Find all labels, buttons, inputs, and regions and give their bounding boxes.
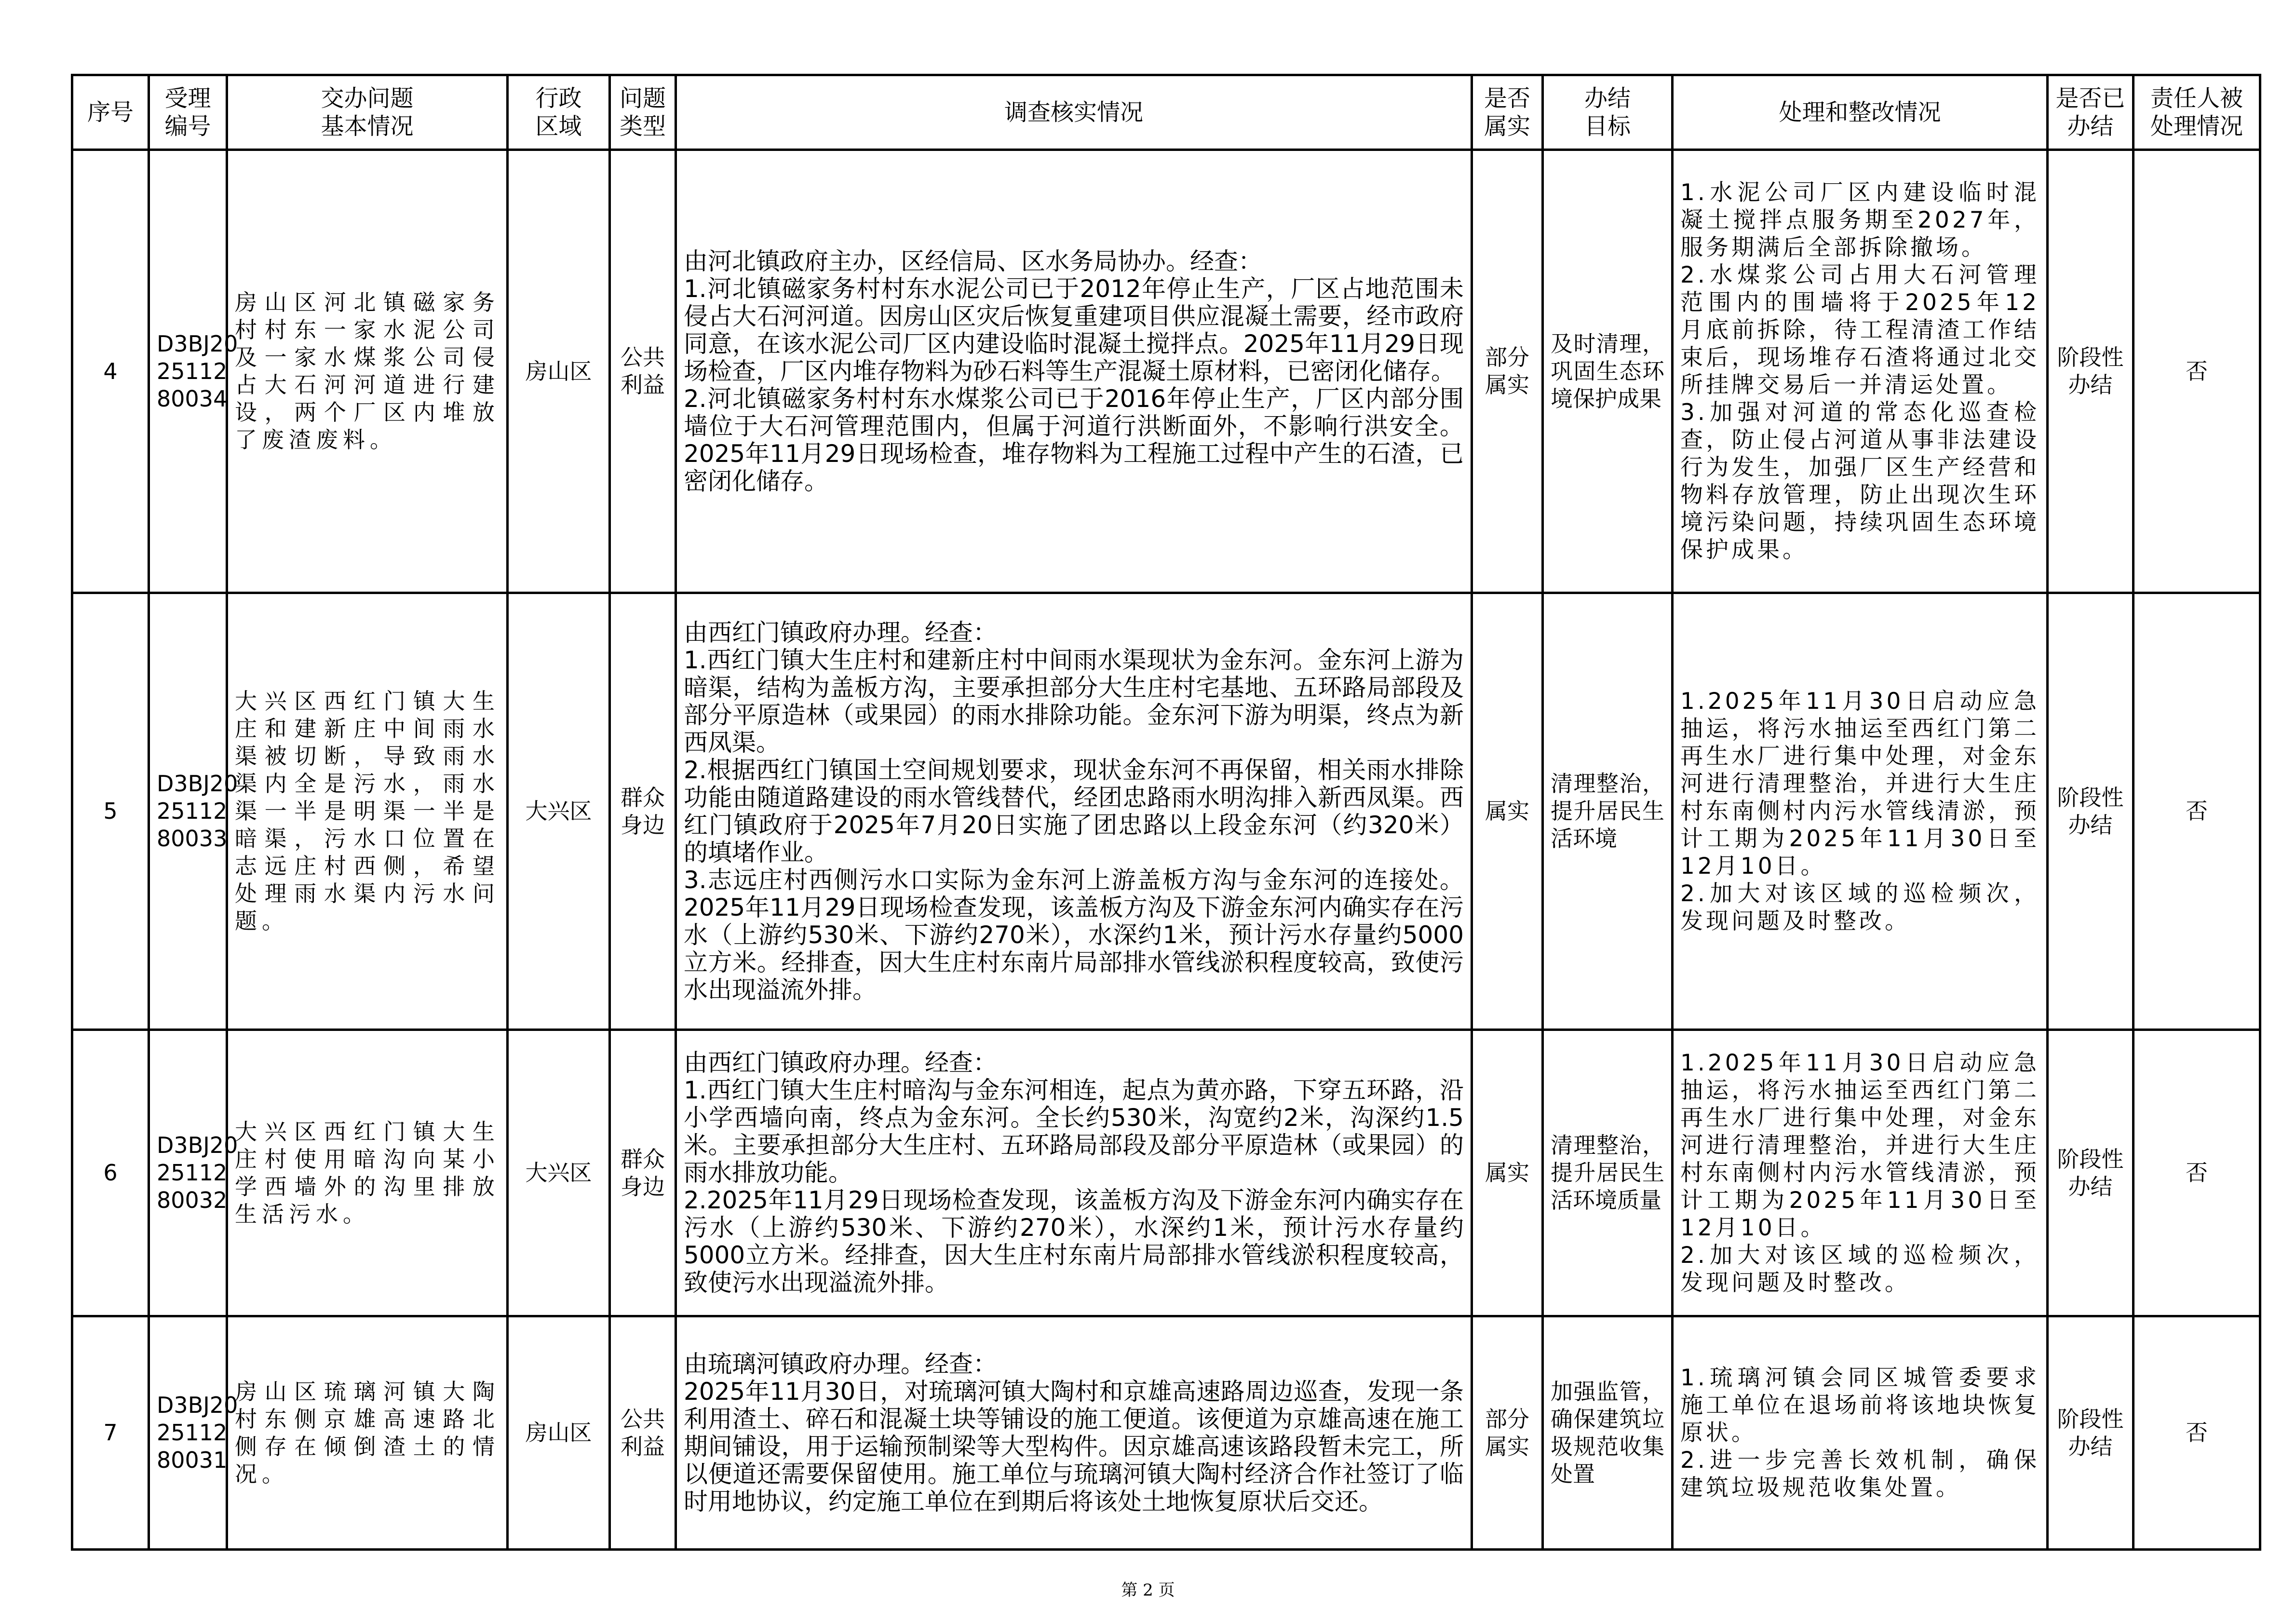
cell-no: 5 (72, 593, 149, 1030)
cell-type: 群众 身边 (610, 593, 676, 1030)
cell-no: 6 (72, 1030, 149, 1316)
cell-investigation: 由河北镇政府主办，区经信局、区水务局协办。经查： 1.河北镇磁家务村村东水泥公司已于2012年停止生产，厂区占地范围未侵占大石河河道。因房山区灾后恢复重建项目供应混凝土需要，经市政府同意，在该水泥公司厂区内建设临时混凝土搅拌点。2025年11月29日现场检查，厂区内堆存物料为砂石料等生产混凝土原材料，已密闭化储存。 2.河北镇磁家务村村东水煤浆公司已于2016年停止生产，厂区内部分围墙位于大石河管理范围内，但属于河道行洪断面外，不影响行洪安全。2025年11月29日现场检查，堆存物料为工程施工过程中产生的石渣，已密闭化储存。 (676, 150, 1472, 593)
header-punished: 责任人被 处理情况 (2134, 75, 2260, 150)
cell-punished: 否 (2134, 1030, 2260, 1316)
header-investigation: 调查核实情况 (676, 75, 1472, 150)
cell-id: D3BJ20 25112 80033 (149, 593, 227, 1030)
header-no: 序号 (72, 75, 149, 150)
header-verified: 是否 属实 (1472, 75, 1543, 150)
cell-goal: 清理整治，提升居民生活环境 (1543, 593, 1673, 1030)
header-handling: 处理和整改情况 (1673, 75, 2048, 150)
cell-district: 房山区 (508, 1316, 610, 1550)
cell-handling: 1.2025年11月30日启动应急抽运，将污水抽运至西红门第二再生水厂进行集中处理，对金东河进行清理整治，并进行大生庄村东南侧村内污水管线清淤，预计工期为2025年11月30日至12月10日。 2.加大对该区域的巡检频次，发现问题及时整改。 (1673, 593, 2048, 1030)
cell-verified: 部分 属实 (1472, 1316, 1543, 1550)
table-row (72, 593, 2260, 1030)
cell-district: 大兴区 (508, 1030, 610, 1316)
table-row (72, 1030, 2260, 1316)
cell-district: 房山区 (508, 150, 610, 593)
cell-investigation: 由琉璃河镇政府办理。经查： 2025年11月30日，对琉璃河镇大陶村和京雄高速路周边巡查，发现一条利用渣土、碎石和混凝土块等铺设的施工便道。该便道为京雄高速在施工期间铺设，用于运输预制梁等大型构件。因京雄高速该路段暂未完工，所以便道还需要保留使用。施工单位与琉璃河镇大陶村经济合作社签订了临时用地协议，约定施工单位在到期后将该处土地恢复原状后交还。 (676, 1316, 1472, 1550)
cell-investigation: 由西红门镇政府办理。经查： 1.西红门镇大生庄村暗沟与金东河相连，起点为黄亦路，下穿五环路，沿小学西墙向南，终点为金东河。全长约530米，沟宽约2米，沟深约1.5米。主要承担部分大生庄村、五环路局部段及部分平原造林（或果园）的雨水排放功能。 2.2025年11月29日现场检查发现，该盖板方沟及下游金东河内确实存在污水（上游约530米、下游约270米），水深约1米，预计污水存量约5000立方米。经排查，因大生庄村东南片局部排水管线淤积程度较高，致使污水出现溢流外排。 (676, 1030, 1472, 1316)
cell-type: 公共 利益 (610, 1316, 676, 1550)
cell-problem: 房山区河北镇磁家务村村东一家水泥公司及一家水煤浆公司侵占大石河河道进行建设，两个厂区内堆放了废渣废料。 (227, 150, 508, 593)
cell-id: D3BJ20 25112 80034 (149, 150, 227, 593)
cell-goal: 加强监管，确保建筑垃圾规范收集处置 (1543, 1316, 1673, 1550)
cell-type: 公共 利益 (610, 150, 676, 593)
cell-investigation: 由西红门镇政府办理。经查： 1.西红门镇大生庄村和建新庄村中间雨水渠现状为金东河。金东河上游为暗渠，结构为盖板方沟，主要承担部分大生庄村宅基地、五环路局部段及部分平原造林（或果园）的雨水排除功能。金东河下游为明渠，终点为新西凤渠。 2.根据西红门镇国土空间规划要求，现状金东河不再保留，相关雨水排除功能由随道路建设的雨水管线替代，经团忠路雨水明沟排入新西凤渠。西红门镇政府于2025年7月20日实施了团忠路以上段金东河（约320米）的填堵作业。 3.志远庄村西侧污水口实际为金东河上游盖板方沟与金东河的连接处。2025年11月29日现场检查发现，该盖板方沟及下游金东河内确实存在污水（上游约530米、下游约270米），水深约1米，预计污水存量约5000立方米。经排查，因大生庄村东南片局部排水管线淤积程度较高，致使污水出现溢流外排。 (676, 593, 1472, 1030)
cell-goal: 清理整治，提升居民生活环境质量 (1543, 1030, 1673, 1316)
cell-verified: 部分 属实 (1472, 150, 1543, 593)
cell-handling: 1.水泥公司厂区内建设临时混凝土搅拌点服务期至2027年，服务期满后全部拆除撤场。 2.水煤浆公司占用大石河管理范围内的围墙将于2025年12月底前拆除，待工程清渣工作结束后，现场堆存石渣将通过北交所挂牌交易后一并清运处置。 3.加强对河道的常态化巡查检查，防止侵占河道从事非法建设行为发生，加强厂区生产经营和物料存放管理，防止出现次生环境污染问题，持续巩固生态环境保护成果。 (1673, 150, 2048, 593)
cell-closed: 阶段性 办结 (2048, 1030, 2134, 1316)
cell-verified: 属实 (1472, 593, 1543, 1030)
cell-no: 4 (72, 150, 149, 593)
cell-problem: 大兴区西红门镇大生庄村使用暗沟向某小学西墙外的沟里排放生活污水。 (227, 1030, 508, 1316)
cell-punished: 否 (2134, 150, 2260, 593)
header-goal: 办结 目标 (1543, 75, 1673, 150)
cell-id: D3BJ20 25112 80032 (149, 1030, 227, 1316)
cell-closed: 阶段性 办结 (2048, 1316, 2134, 1550)
table-row (72, 1316, 2260, 1550)
cell-type: 群众 身边 (610, 1030, 676, 1316)
page-number: 第 2 页 (1121, 1581, 1175, 1600)
cell-handling: 1.2025年11月30日启动应急抽运，将污水抽运至西红门第二再生水厂进行集中处理，对金东河进行清理整治，并进行大生庄村东南侧村内污水管线清淤，预计工期为2025年11月30日至12月10日。 2.加大对该区域的巡检频次，发现问题及时整改。 (1673, 1030, 2048, 1316)
cell-problem: 房山区琉璃河镇大陶村东侧京雄高速路北侧存在倾倒渣土的情况。 (227, 1316, 508, 1550)
cell-closed: 阶段性 办结 (2048, 593, 2134, 1030)
header-id: 受理 编号 (149, 75, 227, 150)
header-problem: 交办问题 基本情况 (227, 75, 508, 150)
header-type: 问题 类型 (610, 75, 676, 150)
header-district: 行政 区域 (508, 75, 610, 150)
cell-verified: 属实 (1472, 1030, 1543, 1316)
cell-punished: 否 (2134, 593, 2260, 1030)
cell-id: D3BJ20 25112 80031 (149, 1316, 227, 1550)
cell-problem: 大兴区西红门镇大生庄和建新庄中间雨水渠被切断，导致雨水渠内全是污水，雨水渠一半是明渠一半是暗渠，污水口位置在志远庄村西侧，希望处理雨水渠内污水问题。 (227, 593, 508, 1030)
cell-closed: 阶段性 办结 (2048, 150, 2134, 593)
cell-punished: 否 (2134, 1316, 2260, 1550)
cell-handling: 1.琉璃河镇会同区城管委要求施工单位在退场前将该地块恢复原状。 2.进一步完善长效机制，确保建筑垃圾规范收集处置。 (1673, 1316, 2048, 1550)
cell-goal: 及时清理，巩固生态环境保护成果 (1543, 150, 1673, 593)
cell-district: 大兴区 (508, 593, 610, 1030)
case-table (71, 74, 2261, 1551)
cell-no: 7 (72, 1316, 149, 1550)
table-row (72, 150, 2260, 593)
header-closed: 是否已 办结 (2048, 75, 2134, 150)
table-header-row (72, 75, 2260, 150)
